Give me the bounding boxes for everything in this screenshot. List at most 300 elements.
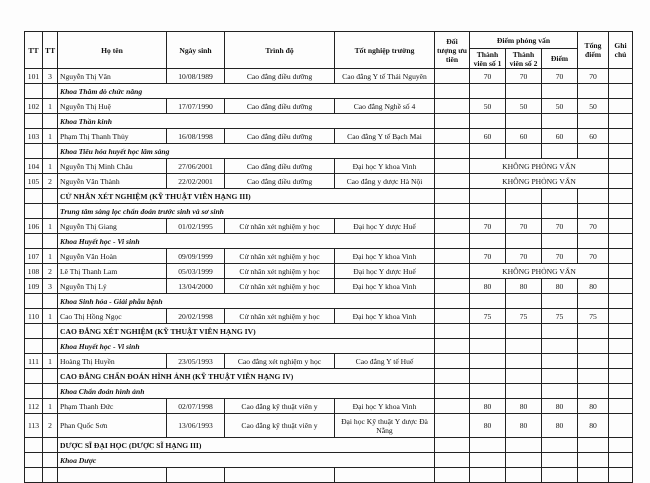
member-2-score: 70: [506, 69, 542, 84]
empty-cell: [43, 189, 58, 204]
row-index: 103: [25, 129, 43, 144]
section-title: CỬ NHÂN XÉT NGHIỆM (KỸ THUẬT VIÊN HẠNG III): [58, 189, 435, 204]
total-score: 70: [578, 219, 609, 234]
empty-cell: [506, 294, 542, 309]
empty-cell: [43, 114, 58, 129]
empty-cell: [25, 144, 43, 159]
member-2-score: 50: [506, 99, 542, 114]
birth-date: 10/08/1989: [167, 69, 225, 84]
member-2-score: 60: [506, 129, 542, 144]
header-note: Ghi chú: [609, 32, 633, 69]
candidate-name: Nguyễn Thị Minh Châu: [58, 159, 167, 174]
empty-cell: [506, 384, 542, 399]
empty-cell: [578, 114, 609, 129]
no-interview-note: KHÔNG PHỎNG VẤN: [470, 264, 609, 279]
empty-cell: [435, 339, 470, 354]
row-index: 106: [25, 219, 43, 234]
graduated-school: Đại học Y dược Huế: [335, 219, 435, 234]
section-row: [25, 324, 633, 339]
total-score: 70: [578, 69, 609, 84]
header-score: Điểm: [542, 49, 578, 69]
empty-cell: [578, 339, 609, 354]
table-row: [25, 414, 633, 438]
empty-cell: [225, 468, 335, 483]
section-row: [25, 369, 633, 384]
header-dob: Ngày sinh: [167, 32, 225, 69]
qualification: Cao đẳng điều dưỡng: [225, 129, 335, 144]
empty-cell: [435, 144, 470, 159]
empty-cell: [506, 189, 542, 204]
birth-date: 27/06/2001: [167, 159, 225, 174]
interview-score: 70: [542, 249, 578, 264]
empty-cell: [609, 144, 633, 159]
member-2-score: 75: [506, 309, 542, 324]
header-priority: Đối tượng ưu tiên: [435, 32, 470, 69]
empty-cell: [435, 114, 470, 129]
qualification: Cử nhân xét nghiệm y học: [225, 309, 335, 324]
graduated-school: Đại học Y dược Huế: [335, 264, 435, 279]
member-1-score: 50: [470, 99, 506, 114]
section-title: CAO ĐẲNG XÉT NGHIỆM (KỸ THUẬT VIÊN HẠNG IV): [58, 324, 435, 339]
empty-cell: [470, 468, 506, 483]
empty-cell: [506, 453, 542, 468]
birth-date: 09/09/1999: [167, 249, 225, 264]
graduated-school: Đại học Y khoa Vinh: [335, 249, 435, 264]
department-row: [25, 114, 633, 129]
empty-cell: [506, 144, 542, 159]
empty-cell: [25, 384, 43, 399]
qualification: Cao đẳng điều dưỡng: [225, 69, 335, 84]
priority-cell: [435, 174, 470, 189]
empty-cell: [435, 204, 470, 219]
birth-date: 13/04/2000: [167, 279, 225, 294]
empty-cell: [470, 369, 506, 384]
header-level: Trình độ: [225, 32, 335, 69]
row-sub-index: 2: [43, 414, 58, 438]
member-1-score: [470, 354, 506, 369]
candidate-name: Cao Thị Hồng Ngọc: [58, 309, 167, 324]
header-school: Tốt nghiệp trường: [335, 32, 435, 69]
priority-cell: [435, 264, 470, 279]
graduated-school: Cao đẳng y dược Hà Nội: [335, 174, 435, 189]
row-sub-index: 2: [43, 264, 58, 279]
candidate-name: Nguyễn Văn Hoàn: [58, 249, 167, 264]
empty-cell: [435, 189, 470, 204]
table-row: [25, 468, 633, 483]
empty-cell: [435, 468, 470, 483]
empty-cell: [335, 468, 435, 483]
row-index: 102: [25, 99, 43, 114]
member-1-score: 80: [470, 399, 506, 414]
note-cell: [609, 309, 633, 324]
row-sub-index: 1: [43, 249, 58, 264]
empty-cell: [470, 339, 506, 354]
note-cell: [609, 69, 633, 84]
table-row: [25, 279, 633, 294]
member-2-score: 70: [506, 219, 542, 234]
empty-cell: [542, 384, 578, 399]
graduated-school: Đại học Y khoa Vinh: [335, 159, 435, 174]
empty-cell: [43, 324, 58, 339]
empty-cell: [25, 438, 43, 453]
header-total: Tổng điểm: [578, 32, 609, 69]
interview-score: 70: [542, 219, 578, 234]
birth-date: 13/06/1993: [167, 414, 225, 438]
empty-cell: [43, 369, 58, 384]
row-sub-index: 3: [43, 69, 58, 84]
empty-cell: [578, 294, 609, 309]
empty-cell: [43, 144, 58, 159]
birth-date: 22/02/2001: [167, 174, 225, 189]
interview-score: 70: [542, 69, 578, 84]
empty-cell: [542, 84, 578, 99]
total-score: [578, 354, 609, 369]
candidate-name: Phan Quốc Sơn: [58, 414, 167, 438]
graduated-school: Đại học Y khoa Vinh: [335, 309, 435, 324]
row-index: 101: [25, 69, 43, 84]
priority-cell: [435, 309, 470, 324]
empty-cell: [43, 438, 58, 453]
department-row: [25, 144, 633, 159]
row-index: 111: [25, 354, 43, 369]
empty-cell: [542, 144, 578, 159]
empty-cell: [578, 438, 609, 453]
note-cell: [609, 414, 633, 438]
department-title: Khoa Chẩn đoán hình ảnh: [58, 384, 435, 399]
row-sub-index: 2: [43, 174, 58, 189]
candidate-name: Nguyễn Thị Lý: [58, 279, 167, 294]
birth-date: 02/07/1998: [167, 399, 225, 414]
department-title: Khoa Huyết học - Vi sinh: [58, 339, 435, 354]
qualification: Cao đẳng điều dưỡng: [225, 174, 335, 189]
total-score: 80: [578, 414, 609, 438]
department-row: [25, 339, 633, 354]
empty-cell: [542, 189, 578, 204]
section-title: DƯỢC SĨ ĐẠI HỌC (DƯỢC SĨ HẠNG III): [58, 438, 435, 453]
header-tt1: TT: [25, 32, 43, 69]
birth-date: 20/02/1998: [167, 309, 225, 324]
table-row: [25, 264, 633, 279]
total-score: 70: [578, 249, 609, 264]
empty-cell: [25, 84, 43, 99]
member-1-score: 60: [470, 129, 506, 144]
member-1-score: 80: [470, 414, 506, 438]
row-sub-index: 1: [43, 219, 58, 234]
empty-cell: [25, 468, 43, 483]
empty-cell: [542, 369, 578, 384]
empty-cell: [435, 369, 470, 384]
member-1-score: 70: [470, 69, 506, 84]
empty-cell: [470, 189, 506, 204]
priority-cell: [435, 279, 470, 294]
empty-cell: [609, 84, 633, 99]
empty-cell: [58, 468, 167, 483]
header-tt2: TT: [43, 32, 58, 69]
graduated-school: Cao đẳng Y tế Huế: [335, 354, 435, 369]
candidate-name: Phạm Thanh Đức: [58, 399, 167, 414]
department-title: Khoa Tiêu hóa huyết học lâm sàng: [58, 144, 435, 159]
empty-cell: [609, 189, 633, 204]
empty-cell: [470, 84, 506, 99]
department-row: [25, 234, 633, 249]
department-row: [25, 204, 633, 219]
note-cell: [609, 219, 633, 234]
section-title: CAO ĐẲNG CHẨN ĐOÁN HÌNH ẢNH (KỸ THUẬT VIÊN HẠNG IV): [58, 369, 435, 384]
empty-cell: [43, 204, 58, 219]
empty-cell: [506, 234, 542, 249]
candidate-table: [24, 31, 633, 483]
interview-score: [542, 354, 578, 369]
section-row: [25, 438, 633, 453]
empty-cell: [542, 114, 578, 129]
department-row: [25, 384, 633, 399]
note-cell: [609, 99, 633, 114]
empty-cell: [43, 234, 58, 249]
empty-cell: [470, 324, 506, 339]
department-row: [25, 84, 633, 99]
candidate-name: Nguyễn Thị Huệ: [58, 99, 167, 114]
empty-cell: [435, 234, 470, 249]
candidate-name: Nguyễn Văn Thành: [58, 174, 167, 189]
empty-cell: [609, 468, 633, 483]
header-interview: Điểm phỏng vấn: [470, 32, 578, 49]
empty-cell: [609, 453, 633, 468]
header-member-1: Thành viên số 1: [470, 49, 506, 69]
department-title: Trung tâm sàng lọc chẩn đoán trước sinh và sơ sinh: [58, 204, 435, 219]
empty-cell: [506, 369, 542, 384]
empty-cell: [609, 438, 633, 453]
department-title: Khoa Huyết học - Vi sinh: [58, 234, 435, 249]
member-1-score: 70: [470, 219, 506, 234]
empty-cell: [43, 384, 58, 399]
empty-cell: [470, 438, 506, 453]
empty-cell: [578, 453, 609, 468]
no-interview-note: KHÔNG PHỎNG VẤN: [470, 159, 609, 174]
qualification: Cao đẳng điều dưỡng: [225, 99, 335, 114]
note-cell: [609, 249, 633, 264]
department-title: Khoa Thần kinh: [58, 114, 435, 129]
empty-cell: [506, 204, 542, 219]
empty-cell: [609, 234, 633, 249]
empty-cell: [435, 453, 470, 468]
empty-cell: [435, 324, 470, 339]
graduated-school: Đại học Y khoa Vinh: [335, 399, 435, 414]
empty-cell: [25, 339, 43, 354]
empty-cell: [609, 114, 633, 129]
qualification: Cử nhân xét nghiệm y học: [225, 279, 335, 294]
total-score: 60: [578, 129, 609, 144]
table-row: [25, 129, 633, 144]
empty-cell: [43, 468, 58, 483]
total-score: 75: [578, 309, 609, 324]
total-score: 50: [578, 99, 609, 114]
birth-date: 23/05/1993: [167, 354, 225, 369]
header-member-2: Thành viên số 2: [506, 49, 542, 69]
empty-cell: [25, 234, 43, 249]
priority-cell: [435, 414, 470, 438]
row-sub-index: 1: [43, 354, 58, 369]
interview-score: 80: [542, 279, 578, 294]
member-1-score: 75: [470, 309, 506, 324]
header-name: Họ tên: [58, 32, 167, 69]
empty-cell: [43, 453, 58, 468]
table-body: [25, 69, 633, 483]
note-cell: [609, 129, 633, 144]
birth-date: 01/02/1995: [167, 219, 225, 234]
empty-cell: [542, 294, 578, 309]
candidate-name: Nguyễn Thị Giang: [58, 219, 167, 234]
graduated-school: Đại học Kỹ thuật Y dược Đà Nẵng: [335, 414, 435, 438]
row-index: 110: [25, 309, 43, 324]
empty-cell: [470, 384, 506, 399]
row-index: 112: [25, 399, 43, 414]
qualification: Cao đẳng xét nghiệm y học: [225, 354, 335, 369]
empty-cell: [25, 294, 43, 309]
interview-score: 75: [542, 309, 578, 324]
birth-date: 16/08/1998: [167, 129, 225, 144]
empty-cell: [542, 438, 578, 453]
table-row: [25, 399, 633, 414]
row-index: 108: [25, 264, 43, 279]
member-1-score: 80: [470, 279, 506, 294]
row-index: 109: [25, 279, 43, 294]
empty-cell: [578, 384, 609, 399]
graduated-school: Cao đẳng Nghề số 4: [335, 99, 435, 114]
table-row: [25, 99, 633, 114]
graduated-school: Đại học Y khoa Vinh: [335, 279, 435, 294]
member-1-score: 70: [470, 249, 506, 264]
priority-cell: [435, 249, 470, 264]
table-row: [25, 174, 633, 189]
note-cell: [609, 159, 633, 174]
member-2-score: 80: [506, 399, 542, 414]
empty-cell: [506, 438, 542, 453]
table-row: [25, 159, 633, 174]
empty-cell: [542, 468, 578, 483]
qualification: Cao đẳng điều dưỡng: [225, 159, 335, 174]
qualification: Cử nhân xét nghiệm y học: [225, 219, 335, 234]
empty-cell: [435, 438, 470, 453]
empty-cell: [506, 324, 542, 339]
empty-cell: [542, 234, 578, 249]
empty-cell: [25, 453, 43, 468]
member-2-score: 70: [506, 249, 542, 264]
department-row: [25, 294, 633, 309]
row-index: 104: [25, 159, 43, 174]
total-score: 80: [578, 399, 609, 414]
note-cell: [609, 264, 633, 279]
table-row: [25, 354, 633, 369]
birth-date: 17/07/1990: [167, 99, 225, 114]
empty-cell: [578, 189, 609, 204]
note-cell: [609, 399, 633, 414]
candidate-name: Hoàng Thị Huyền: [58, 354, 167, 369]
empty-cell: [25, 189, 43, 204]
priority-cell: [435, 129, 470, 144]
row-sub-index: 1: [43, 309, 58, 324]
empty-cell: [435, 84, 470, 99]
interview-score: 50: [542, 99, 578, 114]
empty-cell: [542, 339, 578, 354]
interview-score: 60: [542, 129, 578, 144]
department-row: [25, 453, 633, 468]
qualification: Cử nhân xét nghiệm y học: [225, 249, 335, 264]
row-index: 107: [25, 249, 43, 264]
empty-cell: [578, 324, 609, 339]
empty-cell: [167, 468, 225, 483]
priority-cell: [435, 99, 470, 114]
empty-cell: [470, 453, 506, 468]
candidate-name: Lê Thị Thanh Lam: [58, 264, 167, 279]
table-row: [25, 219, 633, 234]
empty-cell: [25, 324, 43, 339]
member-2-score: 80: [506, 414, 542, 438]
row-index: 105: [25, 174, 43, 189]
note-cell: [609, 279, 633, 294]
empty-cell: [43, 339, 58, 354]
row-sub-index: 1: [43, 159, 58, 174]
row-index: 113: [25, 414, 43, 438]
row-sub-index: 3: [43, 279, 58, 294]
graduated-school: Cao đẳng Y tế Bạch Mai: [335, 129, 435, 144]
empty-cell: [609, 324, 633, 339]
row-sub-index: 1: [43, 399, 58, 414]
graduated-school: Cao đẳng Y tế Thái Nguyên: [335, 69, 435, 84]
empty-cell: [542, 453, 578, 468]
empty-cell: [506, 339, 542, 354]
empty-cell: [578, 234, 609, 249]
section-row: [25, 189, 633, 204]
member-2-score: [506, 354, 542, 369]
priority-cell: [435, 219, 470, 234]
empty-cell: [609, 384, 633, 399]
empty-cell: [578, 204, 609, 219]
empty-cell: [435, 294, 470, 309]
empty-cell: [578, 369, 609, 384]
empty-cell: [609, 339, 633, 354]
empty-cell: [578, 84, 609, 99]
priority-cell: [435, 159, 470, 174]
candidate-name: Phạm Thị Thanh Thủy: [58, 129, 167, 144]
note-cell: [609, 354, 633, 369]
empty-cell: [470, 204, 506, 219]
empty-cell: [25, 114, 43, 129]
row-sub-index: 1: [43, 99, 58, 114]
empty-cell: [470, 234, 506, 249]
qualification: Cao đẳng kỹ thuật viên y: [225, 399, 335, 414]
row-sub-index: 1: [43, 129, 58, 144]
total-score: 80: [578, 279, 609, 294]
candidate-name: Nguyễn Thị Vân: [58, 69, 167, 84]
empty-cell: [25, 204, 43, 219]
birth-date: 05/03/1999: [167, 264, 225, 279]
table-row: [25, 249, 633, 264]
empty-cell: [470, 144, 506, 159]
empty-cell: [578, 144, 609, 159]
no-interview-note: KHÔNG PHỎNG VẤN: [470, 174, 609, 189]
table-row: [25, 309, 633, 324]
empty-cell: [506, 84, 542, 99]
department-title: Khoa Dược: [58, 453, 435, 468]
priority-cell: [435, 399, 470, 414]
empty-cell: [609, 369, 633, 384]
empty-cell: [435, 384, 470, 399]
interview-score: 80: [542, 399, 578, 414]
empty-cell: [609, 204, 633, 219]
empty-cell: [578, 468, 609, 483]
table-row: [25, 69, 633, 84]
department-title: Khoa Sinh hóa - Giải phẫu bệnh: [58, 294, 435, 309]
